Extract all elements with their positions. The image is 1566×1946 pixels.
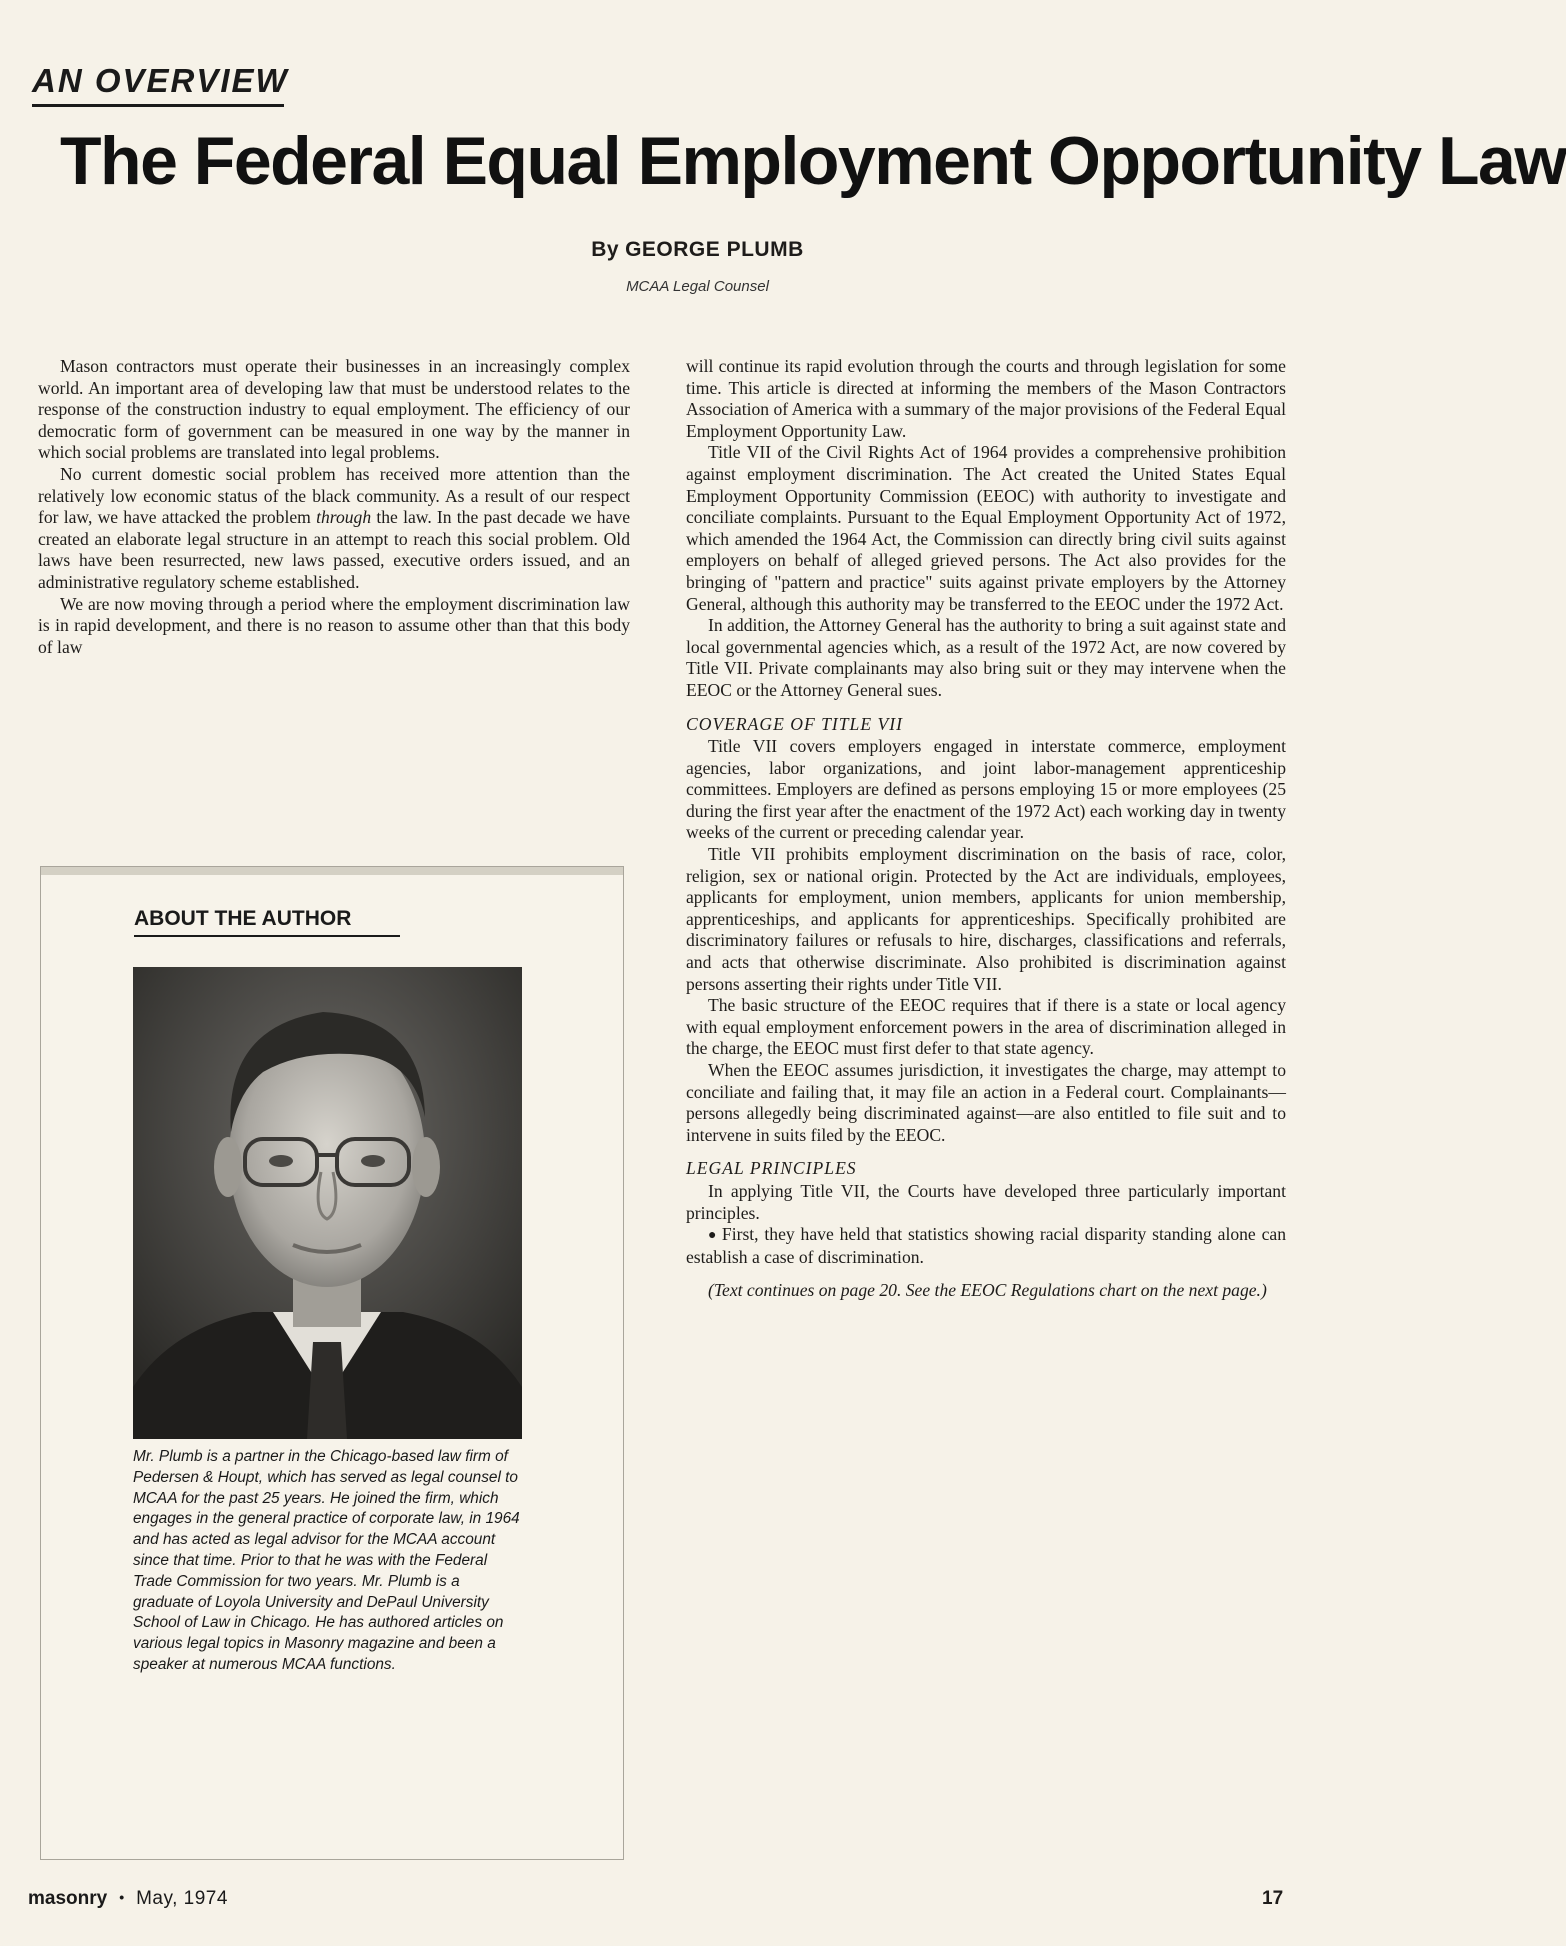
- paragraph: will continue its rapid evolution through the courts and through legislation for some time. This article is directed at informing the members of the Mason Contractors Association of America with a summary of the major provisions of the Federal Equal Employment Opportunity Law.: [686, 356, 1286, 441]
- paragraph: The basic structure of the EEOC requires that if there is a state or local agency with equal employment enforcement powers in the area of discrimination alleged in the charge, the EEOC must first defer to that state agency.: [686, 995, 1286, 1059]
- author-portrait-image: [133, 967, 522, 1439]
- paragraph-text: the law. In the past decade we have created an elaborate legal structure in an attempt to reach this social problem. Old laws have been resurrected, new laws passed, executive orders issued, and an administrative regulatory scheme established.: [38, 507, 630, 592]
- continuation-note: (Text continues on page 20. See the EEOC Regulations chart on the next page.): [708, 1280, 1267, 1301]
- bullet-icon: ●: [708, 1228, 718, 1244]
- author-role: MCAA Legal Counsel: [626, 278, 769, 295]
- paragraph: Title VII of the Civil Rights Act of 1964 provides a comprehensive prohibition against employment discrimination. The Act created the United States Equal Employment Opportunity Commission (EEOC) with authority to investigate and conciliate complaints. Pursuant to the Equal Employment Opportunity Act of 1972, which amended the 1964 Act, the Commission can directly bring civil suits against employers on behalf of alleged grieved persons. The Act also provides for the bringing of "pattern and practice" suits against private employers by the Attorney General, although this authority may be transferred to the EEOC under the 1972 Act.: [686, 442, 1286, 614]
- publication-name: masonry: [28, 1888, 108, 1909]
- section-heading-coverage: COVERAGE OF TITLE VII: [686, 713, 903, 734]
- bullet-text: First, they have held that statistics showing racial disparity standing alone can establish a case of discrimination.: [686, 1224, 1286, 1267]
- bullet-paragraph: [686, 1224, 1286, 1268]
- paragraph: In applying Title VII, the Courts have developed three particularly important principles.: [686, 1180, 1286, 1223]
- left-column: [38, 356, 630, 658]
- kicker-underline: [32, 104, 284, 107]
- footer-publication: [28, 1888, 228, 1910]
- issue-date: May, 1974: [136, 1888, 228, 1909]
- article-title: The Federal Equal Employment Opportunity Law: [60, 123, 1566, 199]
- heading-underline: [134, 935, 400, 937]
- separator-dot: •: [119, 1889, 125, 1905]
- paragraph: Title VII prohibits employment discrimination on the basis of race, color, religion, sex or national origin. Protected by the Act are individuals, employees, applicants for employment, union members, applicants for union membership, apprenticeships, and applicants for apprenticeships. Specifically prohibited are discriminatory failures or refusals to hire, discharges, classifications and referrals, and acts that otherwise discriminate. Also prohibited is discrimination against persons asserting their rights under Title VII.: [686, 844, 1286, 994]
- about-author-heading: ABOUT THE AUTHOR: [134, 907, 352, 930]
- paragraph: In addition, the Attorney General has the authority to bring a suit against state and local governmental agencies which, as a result of the 1972 Act, are now covered by Title VII. Private complainants may also bring suit or they may intervene when the EEOC or the Attorney General sues.: [686, 615, 1286, 700]
- page-number: 17: [1262, 1888, 1284, 1909]
- byline-prefix: By: [591, 238, 620, 261]
- emphasis: through: [316, 507, 372, 528]
- section-heading-legal-principles: LEGAL PRINCIPLES: [686, 1158, 857, 1179]
- right-column: [686, 356, 1286, 1302]
- paragraph: When the EEOC assumes jurisdiction, it investigates the charge, may attempt to conciliate and failing that, it may file an action in a Federal court. Complainants—persons allegedly being discriminated against—are also entitled to file suit and to intervene in suits filed by the EEOC.: [686, 1060, 1286, 1145]
- author-bio: Mr. Plumb is a partner in the Chicago-based law firm of Pedersen & Houpt, which has served as legal counsel to MCAA for the past 25 years. He joined the firm, which engages in the general practice of corporate law, in 1964 and has acted as legal advisor for the MCAA account since that time. Prior to that he was with the Federal Trade Commission for two years. Mr. Plumb is a graduate of Loyola University and DePaul University School of Law in Chicago. He has authored articles on various legal topics in Masonry magazine and been a speaker at numerous MCAA functions.: [133, 1448, 520, 1673]
- paragraph-text: No current domestic social problem has received more attention than the relatively low economic status of the black community. As a result of our respect for law, we have attacked the problem: [38, 463, 630, 528]
- paragraph: Mason contractors must operate their businesses in an increasingly complex world. An important area of developing law that must be understood relates to the response of the construction industry to equal employment. The efficiency of our democratic form of government can be measured in one way by the manner in which social problems are translated into legal problems.: [38, 356, 630, 463]
- byline: [0, 238, 1395, 262]
- section-kicker: AN OVERVIEW: [32, 62, 289, 99]
- paragraph: We are now moving through a period where the employment discrimination law is in rapid development, and there is no reason to assume other than that this body of law: [38, 593, 630, 657]
- paragraph: [38, 464, 630, 594]
- about-author-box: [40, 866, 624, 1860]
- paragraph: Title VII covers employers engaged in interstate commerce, employment agencies, labor organizations, and joint labor-management apprenticeship committees. Employers are defined as persons employing 15 or more employees (25 during the first year after the enactment of the 1972 Act) each working day in twenty weeks of the current or preceding calendar year.: [686, 736, 1286, 843]
- author-name: GEORGE PLUMB: [625, 238, 804, 261]
- author-photo: [133, 967, 522, 1439]
